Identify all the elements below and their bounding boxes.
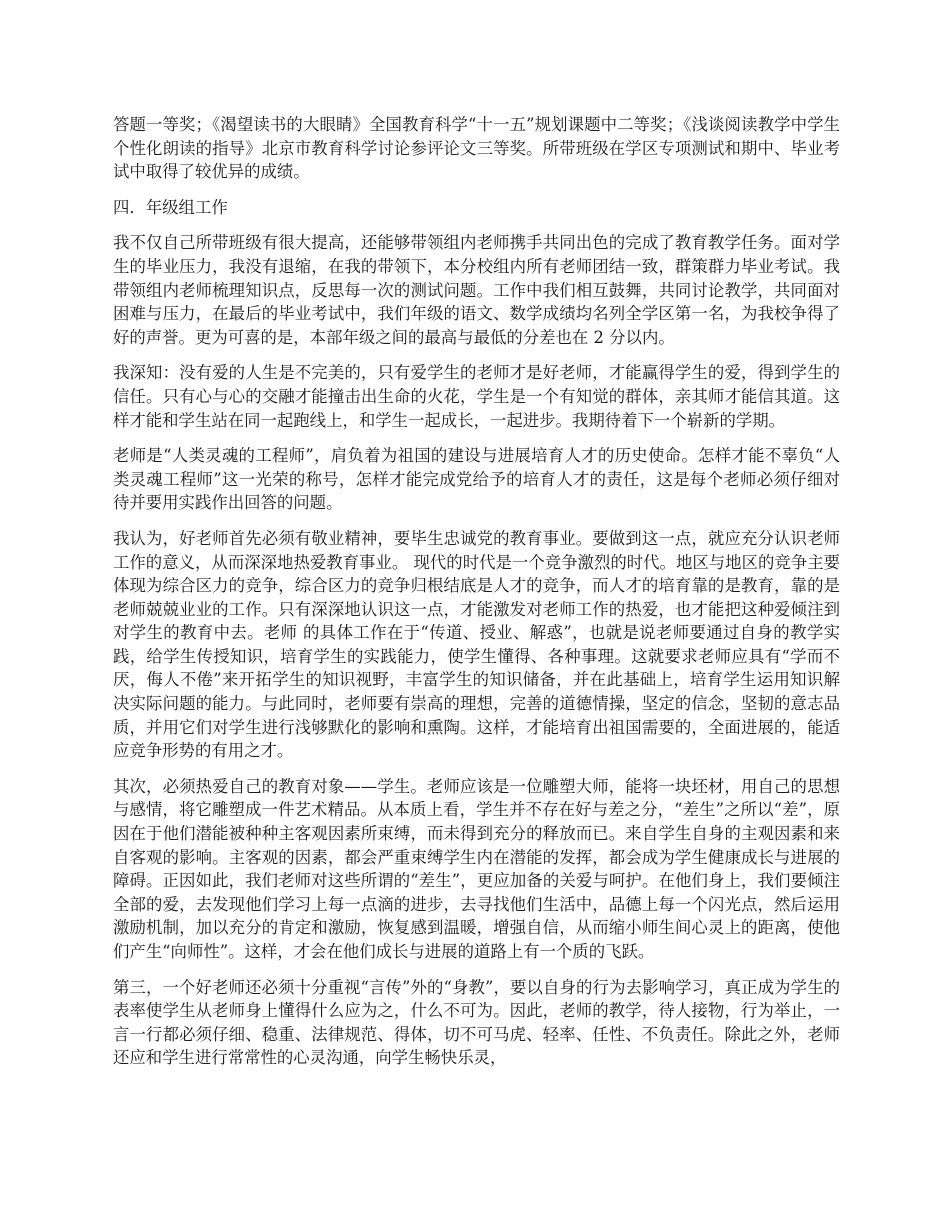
paragraph-love-education-object: 其次，必须热爱自己的教育对象——学生。老师应该是一位雕塑大师，能将一块坯材，用自己的思想与感情，将它雕塑成一件艺术精品。从本质上看，学生并不存在好与差之分，“差生”之所以“差”，原因在于他们潜能被种种主客观因素所束缚，而未得到充分的释放而已。来自学生自身的主观因素和来自客观的影响。主客观的因素，都会严重束缚学生内在潜能的发挥，都会成为学生健康成长与进展的障碍。正因如此，我们老师对这些所谓的“差生”，更应加备的关爱与呵护。在他们身上，我们要倾注全部的爱，去发现他们学习上每一点滴的进步，去寻找他们生活中，品德上每一个闪光点，然后运用激励机制，加以充分的肯定和激励，恢复感到温暖，增强自信，从而缩小师生间心灵上的距离，使他们产生“向师性”。这样，才会在他们成长与进展的道路上有一个质的飞跃。 bbox=[113, 776, 840, 961]
section-heading-grade-group-work: 四．年级组工作 bbox=[113, 197, 228, 217]
paragraph-love-students: 我深知：没有爱的人生是不完美的，只有爱学生的老师才是好老师，才能赢得学生的爱，得到学生的信任。只有心与心的交融才能撞击出生命的火花，学生是一个有知觉的群体，亲其师才能信其道。这样才能和学生站在同一起跑线上，和学生一起成长，一起进步。我期待着下一个崭新的学期。 bbox=[113, 363, 840, 430]
paragraph-soul-engineer: 老师是“人类灵魂的工程师”，肩负着为祖国的建设与进展培育人才的历史使命。怎样才能不辜负“人类灵魂工程师”这一光荣的称号，怎样才能完成党给予的培育人才的责任，这是每个老师必须仔细对待并要用实践作出回答的问题。 bbox=[113, 446, 840, 513]
document-page bbox=[113, 113, 840, 1082]
paragraph-awards: 答题一等奖；《渴望读书的大眼睛》全国教育科学“十一五”规划课题中二等奖；《浅谈阅读教学中学生个性化朗读的指导》北京市教育科学讨论参评论文三等奖。所带班级在学区专项测试和期中、毕业考试中取得了较优异的成绩。 bbox=[113, 115, 840, 182]
paragraph-grade-group: 我不仅自己所带班级有很大提高，还能够带领组内老师携手共同出色的完成了教育教学任务。面对学生的毕业压力，我没有退缩，在我的带领下，本分校组内所有老师团结一致，群策群力毕业考试。我带领组内老师梳理知识点，反思每一次的测试问题。工作中我们相互鼓舞，共同讨论教学，共同面对困难与压力，在最后的毕业考试中，我们年级的语文、数学成绩均名列全学区第一名，为我校争得了好的声誉。更为可喜的是，本部年级之间的最高与最低的分差也在 2 分以内。 bbox=[113, 233, 840, 347]
paragraph-dedication: 我认为，好老师首先必须有敬业精神，要毕生忠诚党的教育事业。要做到这一点，就应充分认识老师工作的意义，从而深深地热爱教育事业。 现代的时代是一个竞争激烈的时代。地区与地区的竞争主要体现为综合区力的竞争，综合区力的竞争归根结底是人才的竞争，而人才的培育靠的是教育，靠的是老师兢兢业业的工作。只有深深地认识这一点，才能激发对老师工作的热爱，也才能把这种爱倾注到对学生的教育中去。老师 的具体工作在于“传道、授业、解惑”，也就是说老师要通过自身的教学实践，给学生传授知识，培育学生的实践能力，使学生懂得、各种事理。这就要求老师应具有“学而不厌，侮人不倦”来开拓学生的知识视野，丰富学生的知识储备，并在此基础上，培育学生运用知识解决实际问题的能力。与此同时，老师要有崇高的理想，完善的道德情操，坚定的信念，坚韧的意志品质，并用它们对学生进行浅够默化的影响和熏陶。这样，才能培育出祖国需要的，全面进展的，能适应竞争形势的有用之才。 bbox=[113, 528, 840, 761]
paragraph-teach-by-example: 第三，一个好老师还必须十分重视“言传”外的“身教”，要以自身的行为去影响学习，真正成为学生的表率使学生从老师身上懂得什么应为之，什么不可为。因此，老师的教学，待人接物，行为举止，一言一行都必须仔细、稳重、法律规范、得体，切不可马虎、轻率、任性、不负责任。除此之外，老师还应和学生进行常常性的心灵沟通，向学生畅快乐灵， bbox=[113, 977, 840, 1068]
